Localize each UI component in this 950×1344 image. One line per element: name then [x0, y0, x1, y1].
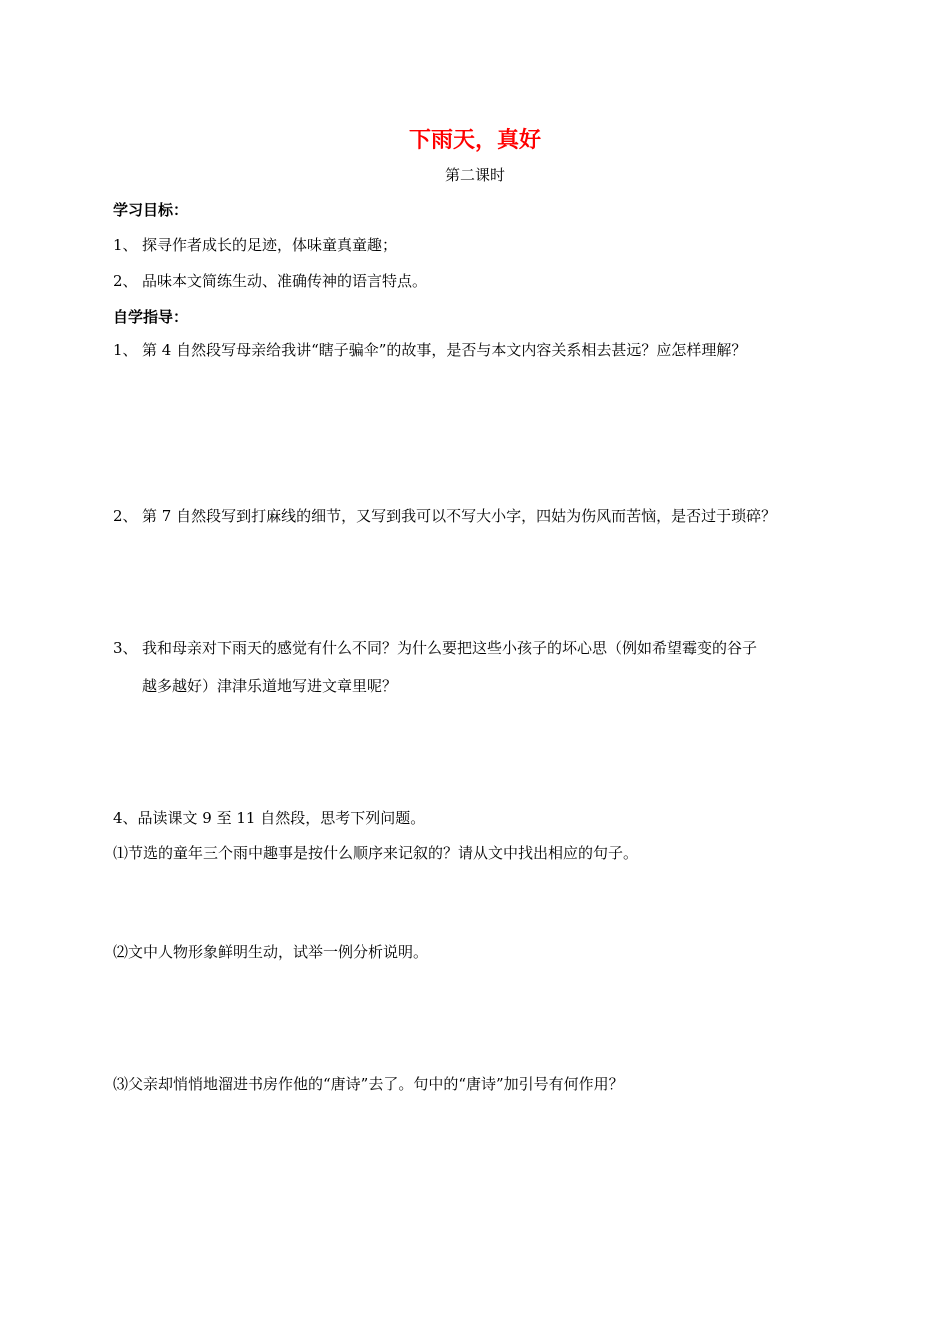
- sub-question: ⑶父亲却悄悄地溜进书房作他的“唐诗”去了。句中的“唐诗”加引号有何作用？: [113, 1075, 624, 1093]
- question-text: 我和母亲对下雨天的感觉有什么不同？为什么要把这些小孩子的坏心思（例如希望霉变的谷子: [142, 639, 758, 657]
- guide-heading: 自学指导：: [113, 308, 189, 326]
- sub-question: ⑵文中人物形象鲜明生动，试举一例分析说明。: [113, 943, 429, 961]
- question-number: 1、: [113, 341, 138, 359]
- objective-text: 探寻作者成长的足迹，体味童真童趣；: [142, 236, 398, 254]
- objective-number: 1、: [113, 236, 138, 254]
- objective-text: 品味本文简练生动、准确传神的语言特点。: [142, 272, 428, 290]
- lesson-subtitle: 第二课时: [444, 166, 505, 184]
- question-number: 3、: [113, 639, 138, 657]
- objective-number: 2、: [113, 272, 138, 290]
- page-title: 下雨天，真好: [408, 128, 541, 153]
- question-text: 第 4 自然段写母亲给我讲“瞎子骗伞”的故事，是否与本文内容关系相去甚远？应怎样理解？: [142, 341, 747, 359]
- sub-question: ⑴节选的童年三个雨中趣事是按什么顺序来记叙的？请从文中找出相应的句子。: [113, 844, 639, 862]
- question-4-intro: 4、品读课文 9 至 11 自然段，思考下列问题。: [113, 809, 426, 827]
- objectives-heading: 学习目标：: [113, 201, 189, 219]
- question-number: 2、: [113, 507, 138, 525]
- question-text: 第 7 自然段写到打麻线的细节，又写到我可以不写大小字，四姑为伤风而苦恼，是否过于琐碎？: [142, 507, 777, 525]
- question-text-continued: 越多越好）津津乐道地写进文章里呢？: [142, 677, 398, 695]
